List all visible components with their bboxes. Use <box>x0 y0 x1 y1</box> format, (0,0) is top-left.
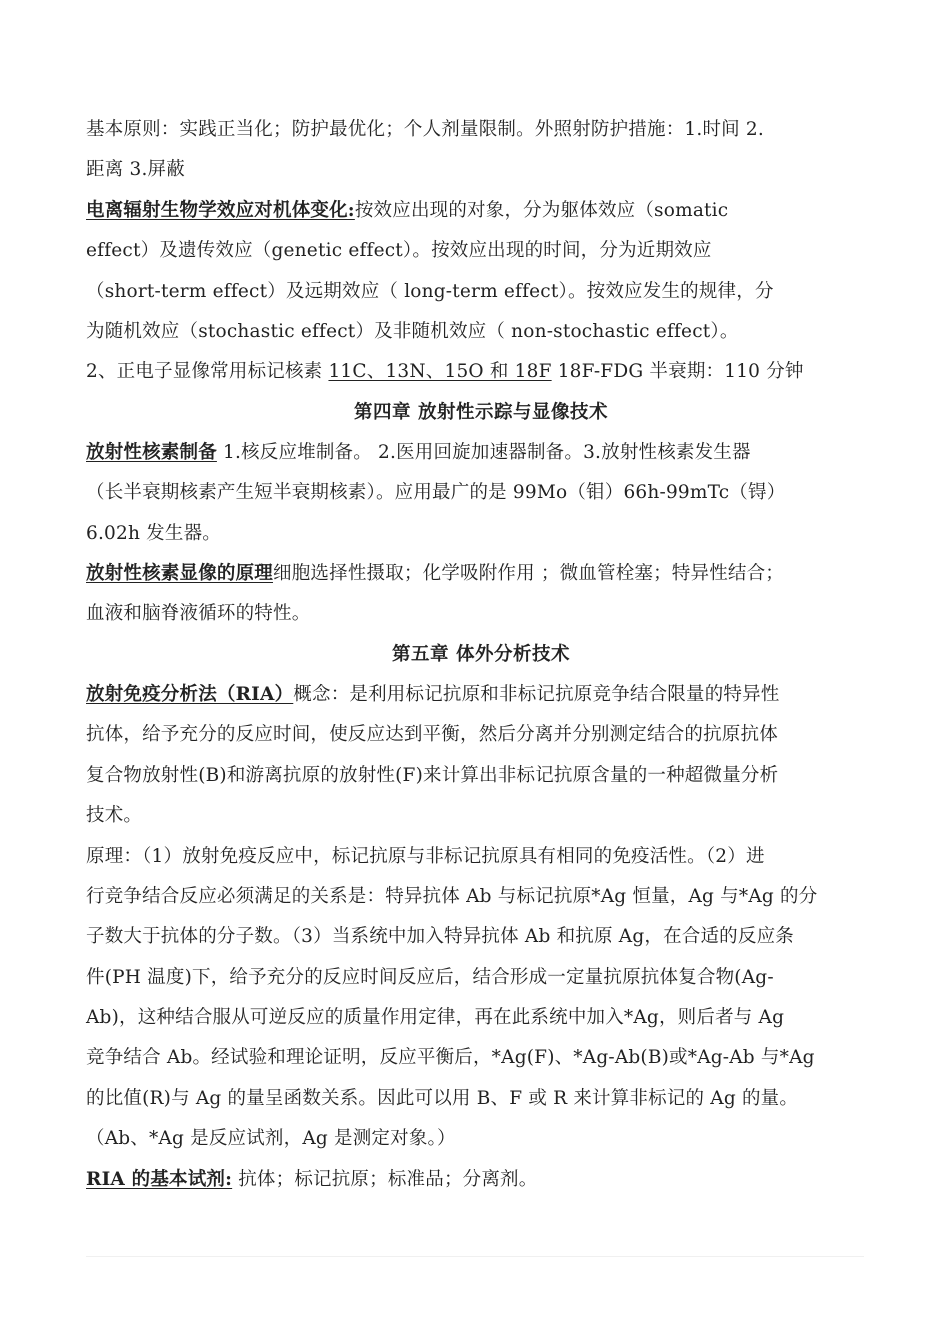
text-line <box>86 924 876 950</box>
line-text: 概念：是利用标记抗原和非标记抗原竞争结合限量的特异性 <box>293 684 780 705</box>
text-line <box>86 117 876 143</box>
line-text: （short-term effect）及远期效应（ long-term effect）。按效应发生的规律，分 <box>86 281 774 302</box>
term-heading: 电离辐射生物学效应对机体变化: <box>86 200 355 221</box>
footer-divider <box>86 1256 864 1257</box>
text-line <box>86 763 876 789</box>
text-line <box>86 1126 876 1152</box>
line-text: 按效应出现的对象，分为躯体效应（somatic <box>354 200 729 221</box>
text-line <box>86 884 876 910</box>
line-text: 的比值(R)与 Ag 的量呈函数关系。因此可以用 B、F 或 R 来计算非标记的 Ag 的量。 <box>86 1088 799 1109</box>
line-text: 抗体，给予充分的反应时间，使反应达到平衡，然后分离并分别测定结合的抗原抗体 <box>86 724 778 745</box>
line-text: 子数大于抗体的分子数。（3）当系统中加入特异抗体 Ab 和抗原 Ag，在合适的反应条 <box>86 926 794 947</box>
line-text: （Ab、*Ag 是反应试剂，Ag 是测定对象。） <box>86 1128 456 1149</box>
line-text: Ab)，这种结合服从可逆反应的质量作用定律，再在此系统中加入*Ag，则后者与 Ag <box>86 1007 785 1028</box>
line-text: 2、正电子显像常用标记核素 <box>86 361 329 382</box>
line-text: effect）及遗传效应（genetic effect）。按效应出现的时间，分为近期效应 <box>86 240 712 261</box>
chapter-four-heading: 第四章 放射性示踪与显像技术 <box>354 402 608 423</box>
line-text: 为随机效应（stochastic effect）及非随机效应（ non-stochastic effect）。 <box>86 321 739 342</box>
line-text: 基本原则：实践正当化；防护最优化；个人剂量限制。外照射防护措施：1.时间 2. <box>86 119 764 140</box>
line-text: 件(PH 温度)下，给予充分的反应时间反应后，结合形成一定量抗原抗体复合物(Ag- <box>86 967 774 988</box>
text-line <box>86 1005 876 1031</box>
text-line <box>86 238 876 264</box>
line-text: 血液和脑脊液循环的特性。 <box>86 603 311 624</box>
line-text: 竞争结合 Ab。经试验和理论证明，反应平衡后，*Ag(F)、*Ag-Ab(B)或*Ag-Ab 与*Ag <box>86 1047 815 1068</box>
line-text: 距离 3.屏蔽 <box>86 159 185 180</box>
term-heading: 放射性核素制备 <box>86 442 217 463</box>
term-heading: 放射免疫分析法（RIA） <box>86 684 294 705</box>
text-line <box>86 1167 876 1193</box>
term-heading: 放射性核素显像的原理 <box>86 563 274 584</box>
chapter-five-heading: 第五章 体外分析技术 <box>392 644 570 665</box>
text-line <box>86 1086 876 1112</box>
text-line <box>86 722 876 748</box>
line-text: （长半衰期核素产生短半衰期核素）。应用最广的是 99Mo（钼）66h-99mTc（锝） <box>86 482 786 503</box>
text-line <box>86 803 876 829</box>
line-text: 6.02h 发生器。 <box>86 523 221 544</box>
text-line <box>86 965 876 991</box>
line-text: 行竞争结合反应必须满足的关系是：特异抗体 Ab 与标记抗原*Ag 恒量，Ag 与*Ag 的分 <box>86 886 818 907</box>
text-line <box>86 359 876 385</box>
line-text: 1.核反应堆制备。 2.医用回旋加速器制备。3.放射性核素发生器 <box>216 442 751 463</box>
term-heading: RIA 的基本试剂: <box>86 1169 233 1190</box>
text-line <box>86 440 876 466</box>
line-text: 细胞选择性摄取；化学吸附作用 ；微血管栓塞；特异性结合； <box>273 563 784 584</box>
text-line <box>86 1045 876 1071</box>
line-text: 技术。 <box>86 805 143 826</box>
text-line <box>86 844 876 870</box>
text-line <box>86 480 876 506</box>
text-line <box>86 601 876 627</box>
text-line <box>86 198 876 224</box>
line-text: 抗体；标记抗原；标准品；分离剂。 <box>232 1169 538 1190</box>
text-line <box>86 682 876 708</box>
line-text: 18F-FDG 半衰期：110 分钟 <box>551 361 804 382</box>
line-text: 复合物放射性(B)和游离抗原的放射性(F)来计算出非标记抗原含量的一种超微量分析 <box>86 765 779 786</box>
text-line <box>86 319 876 345</box>
text-line <box>86 279 876 305</box>
line-text: 原理：（1）放射免疫反应中，标记抗原与非标记抗原具有相同的免疫活性。（2）进 <box>86 846 765 867</box>
text-line <box>86 157 876 183</box>
text-line <box>86 521 876 547</box>
underlined-nuclides: 11C、13N、15O 和 18F <box>328 361 552 382</box>
text-line <box>86 561 876 587</box>
